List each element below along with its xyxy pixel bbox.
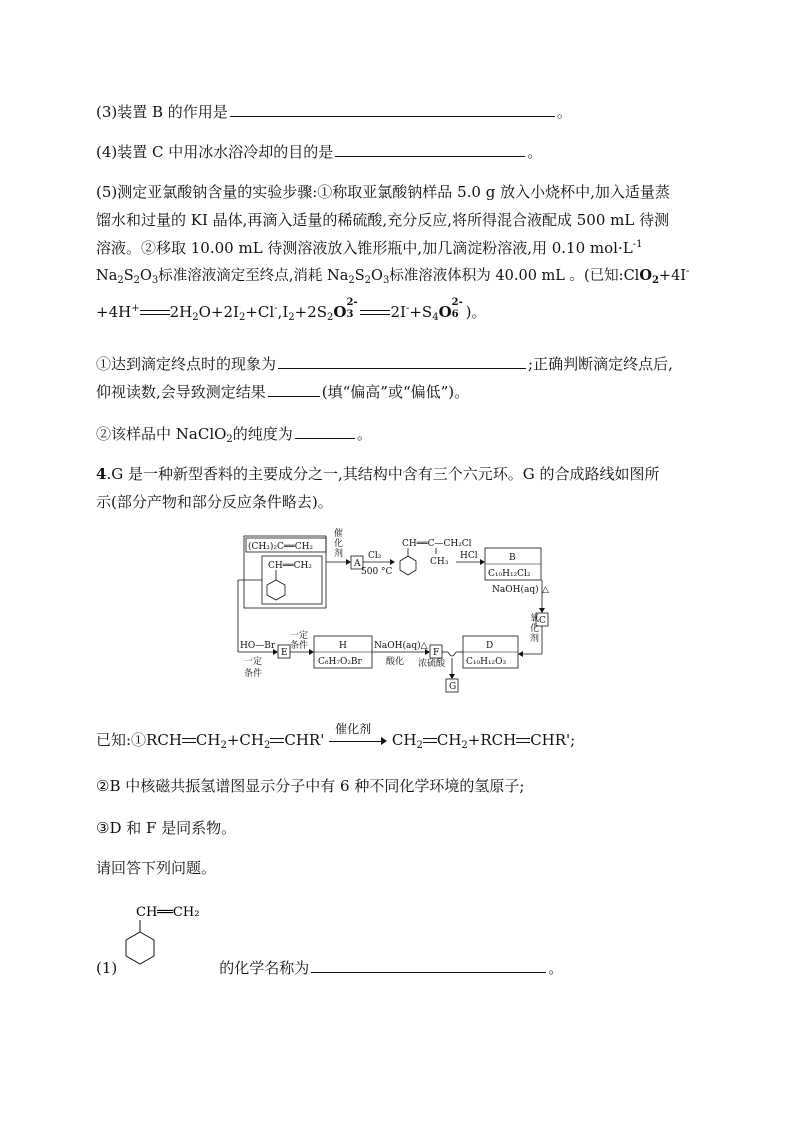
svg-text:条件: 条件 <box>244 669 263 679</box>
svg-text:条件: 条件 <box>290 641 309 651</box>
question-5-line-5: +4H+ $2H_2O+2I_2+Cl^-,I_2+2S_2O$ 2- 3 $2I^-+S_4O$ 2- 6 )。 <box>96 297 487 323</box>
svg-text:500 °C: 500 °C <box>361 567 393 577</box>
known-1: 已知:①RCH $CH_2+CH_2$ CHR' 催化剂 $CH_2$ $CH_2+RCH$ CHR'; <box>96 730 575 751</box>
question-5-line-1: (5)测定亚氯酸钠含量的实验步骤:①称取亚氯酸钠样品 5.0 g 放入小烧杯中,加入适量蒸 <box>96 183 670 201</box>
svg-text:氧: 氧 <box>530 614 540 624</box>
svg-text:剂: 剂 <box>334 549 344 559</box>
svg-text:NaOH(aq): NaOH(aq) <box>492 585 539 595</box>
prompt: 请回答下列问题。 <box>96 859 217 877</box>
answer-blank <box>278 354 526 369</box>
question-5-sub-2: ②该样品中 NaClO$_2$的纯度为 。 <box>96 425 372 445</box>
isobutene-formula: (CH₃)₂C══CH₂ <box>248 542 314 552</box>
compound-D: D <box>486 641 494 651</box>
q3-text: (3)装置 B 的作用是 <box>96 103 228 121</box>
compound-F: F <box>433 648 440 658</box>
answer-blank <box>311 958 546 973</box>
synthesis-scheme <box>230 528 590 700</box>
known-3: ③D 和 F 是同系物。 <box>96 819 237 837</box>
svg-text:一定: 一定 <box>244 657 263 667</box>
svg-text:CH₃: CH₃ <box>430 557 449 567</box>
styrene-vinyl-label: CH══CH₂ <box>268 561 312 571</box>
question-5-sub-1-line-2: 仰视读数,会导致测定结果 (填“偏高”或“偏低”)。 <box>96 383 470 401</box>
svg-text:化: 化 <box>334 539 344 549</box>
svg-text:浓硫酸: 浓硫酸 <box>418 659 446 669</box>
svg-text:催: 催 <box>334 529 344 539</box>
problem-number: 4 <box>96 465 107 483</box>
question-5-line-2: 馏水和过量的 KI 晶体,再滴入适量的稀硫酸,充分反应,将所得混合液配成 500 mL 待测 <box>96 211 670 229</box>
styrene-vinyl-label: CH══CH₂ <box>136 905 200 920</box>
catalyst-label: 催化剂 <box>335 722 372 736</box>
svg-text:HCl: HCl <box>460 551 478 561</box>
problem-4-line-2: 示(部分产物和部分反应条件略去)。 <box>96 493 333 511</box>
svg-text:△: △ <box>542 585 549 595</box>
compound-C: C <box>539 616 546 626</box>
compound-G: G <box>449 682 457 692</box>
answer-blank <box>335 142 525 157</box>
question-1: (1) 的化学名称为 。 <box>96 959 564 977</box>
svg-text:HO—Br: HO—Br <box>240 641 276 651</box>
question-3: (3)装置 B 的作用是 。 <box>96 103 572 121</box>
answer-blank <box>295 424 355 439</box>
svg-text:化: 化 <box>530 624 540 634</box>
compound-H-formula: C₈H₇O₂Br <box>318 657 362 667</box>
compound-D-formula: C₁₀H₁₂O₃ <box>466 657 507 667</box>
compound-B: B <box>509 553 516 563</box>
question-5-line-4: $Na_2S_2O_3$标准溶液滴定至终点,消耗 $Na_2S_2O_3$标准溶液体积为 40.00 mL 。(已知:ClO$_2$+4I- <box>96 266 690 286</box>
svg-text:酸化: 酸化 <box>386 657 405 667</box>
benzene-ring-icon <box>267 580 285 600</box>
compound-E: E <box>281 648 288 658</box>
q4-text: (4)装置 C 中用冰水浴冷却的目的是 <box>96 143 334 161</box>
compound-A: A <box>354 559 361 569</box>
svg-text:NaOH(aq)△: NaOH(aq)△ <box>374 641 428 651</box>
svg-text:剂: 剂 <box>530 634 540 644</box>
allyl-chloride-formula: CH══C—CH₂Cl <box>402 539 472 549</box>
problem-4-line-1: 4.G 是一种新型香料的主要成分之一,其结构中含有三个六元环。G 的合成路线如图所 <box>96 465 660 483</box>
benzene-ring-icon <box>400 556 416 575</box>
question-5-line-3: 溶液。②移取 10.00 mL 待测溶液放入锥形瓶中,加几滴淀粉溶液,用 0.10 $mol\cdot L^{-1}$ <box>96 239 643 257</box>
known-2: ②B 中核磁共振氢谱图显示分子中有 6 种不同化学环境的氢原子; <box>96 777 525 795</box>
compound-H: H <box>339 641 347 651</box>
question-5-sub-1: ①达到滴定终点时的现象为 ;正确判断滴定终点后, <box>96 355 673 373</box>
svg-text:一定: 一定 <box>290 631 309 641</box>
svg-text:Cl₂: Cl₂ <box>368 551 382 561</box>
compound-B-formula: C₁₀H₁₂Cl₂ <box>488 569 531 579</box>
question-4: (4)装置 C 中用冰水浴冷却的目的是 。 <box>96 143 543 161</box>
answer-blank <box>268 382 320 397</box>
answer-blank <box>230 102 555 117</box>
